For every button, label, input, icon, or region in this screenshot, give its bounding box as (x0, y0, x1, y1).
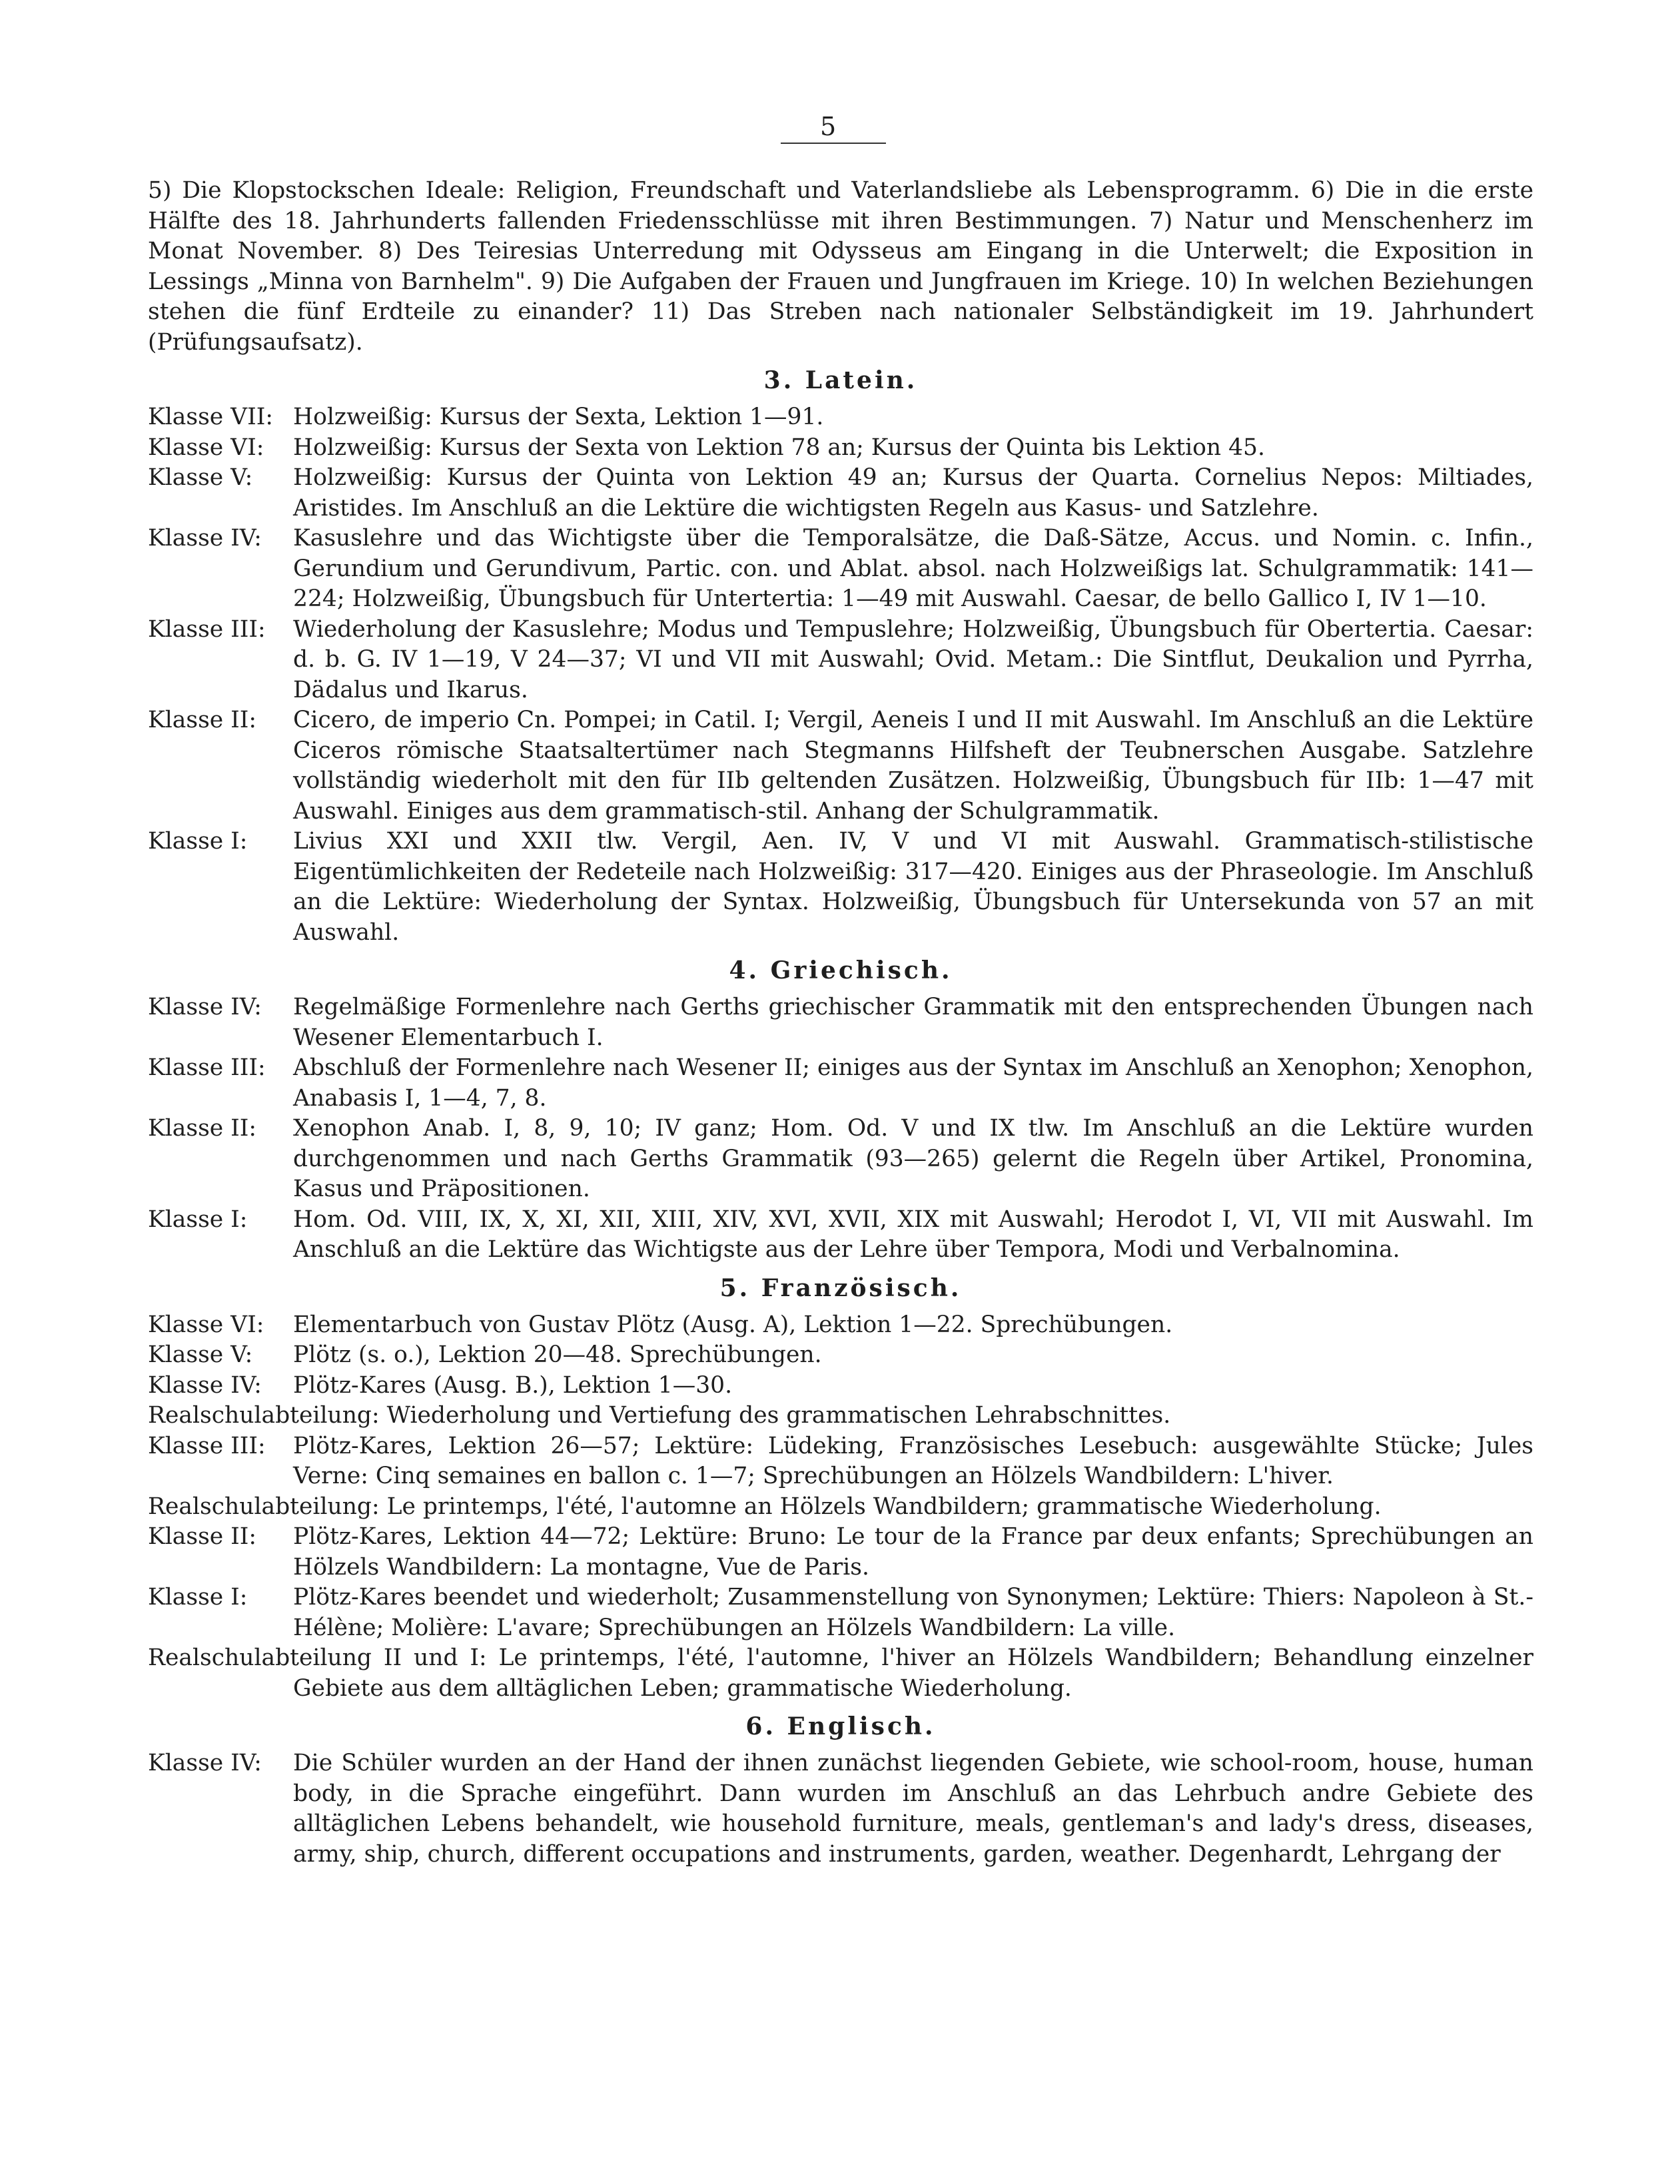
klasse-content: Kasuslehre und das Wichtigste über die Temporalsätze, die Daß-Sätze, Accus. und Nomin. c. Infin., Gerundium und Gerundivum, Partic. con. und Ablat. absol. nach Holzweißigs lat. Schulgrammatik: 141—224; Holzweißig, Übungsbuch für Untertertia: 1—49 mit Auswahl. Caesar, de bello Gallico I, IV 1—10. (293, 525, 1533, 612)
franzoesisch-entry (148, 1310, 1533, 1341)
latein-entry (148, 615, 1533, 706)
klasse-label: Klasse IV: (148, 1371, 262, 1399)
klasse-label: Klasse VI: (148, 1311, 264, 1338)
klasse-content: Plötz (s. o.), Lektion 20—48. Sprechübungen. (293, 1341, 822, 1368)
klasse-label: Klasse III: (148, 1432, 266, 1459)
klasse-content: Hom. Od. VIII, IX, X, XI, XII, XIII, XIV, XVI, XVII, XIX mit Auswahl; Herodot I, VI, VII mit Auswahl. Im Anschluß an die Lektüre das Wichtigste aus der Lehre über Tempora, Modi und Verbalnomina. (293, 1206, 1533, 1263)
griechisch-entry (148, 992, 1533, 1053)
franzoesisch-entry (148, 1340, 1533, 1371)
klasse-label: Klasse II: (148, 1523, 257, 1550)
page-number-rule (781, 143, 886, 144)
klasse-label: Klasse V: (148, 464, 253, 491)
latein-entry (148, 433, 1533, 464)
klasse-label: Klasse III: (148, 1054, 266, 1081)
klasse-content: Plötz-Kares beendet und wiederholt; Zusammenstellung von Synonymen; Lektüre: Thiers: Napoleon à St.-Hélène; Molière: L'avare; Sprechübungen an Hölzels Wandbildern: La ville. (293, 1584, 1533, 1641)
franzoesisch-entry (148, 1583, 1533, 1643)
klasse-label: Klasse VI: (148, 434, 264, 461)
section-heading-englisch: 6. Englisch. (745, 1712, 936, 1740)
latein-entry (148, 524, 1533, 615)
latein-entry (148, 402, 1533, 433)
page-number: 5 (820, 112, 837, 141)
klasse-content: Holzweißig: Kursus der Sexta von Lektion 78 an; Kursus der Quinta bis Lektion 45. (293, 434, 1265, 461)
franzoesisch-entry (148, 1522, 1533, 1583)
realschul-entry: Realschulabteilung: Wiederholung und Vertiefung des grammatischen Lehrabschnittes. (148, 1402, 1171, 1429)
klasse-content: Wiederholung der Kasuslehre; Modus und Tempuslehre; Holzweißig, Übungsbuch für Obertertia. Caesar: d. b. G. IV 1—19, V 24—37; VI und VII mit Auswahl; Ovid. Metam.: Die Sintflut, Deukalion und Pyrrha, Dädalus und Ikarus. (293, 615, 1533, 703)
latein-entry (148, 705, 1533, 827)
klasse-label: Klasse IV: (148, 994, 262, 1020)
griechisch-entry (148, 1053, 1533, 1114)
klasse-content: Xenophon Anab. I, 8, 9, 10; IV ganz; Hom. Od. V und IX tlw. Im Anschluß an die Lektüre wurden durchgenommen und nach Gerths Grammatik (93—265) gelernt die Regeln über Artikel, Pronomina, Kasus und Präpositionen. (293, 1115, 1533, 1202)
realschul-entry: Realschulabteilung II und I: Le printemps, l'été, l'automne, l'hiver an Hölzels Wandbildern; Behandlung einzelner Gebiete aus dem alltäglichen Leben; grammatische Wiederholung. (148, 1644, 1533, 1702)
klasse-content: Holzweißig: Kursus der Quinta von Lektion 49 an; Kursus der Quarta. Cornelius Nepos: Miltiades, Aristides. Im Anschluß an die Lektüre die wichtigsten Regeln aus Kasus- und Satzlehre. (293, 464, 1533, 522)
page-body (148, 176, 1533, 1870)
klasse-label: Klasse I: (148, 1206, 248, 1233)
klasse-label: Klasse I: (148, 1584, 248, 1611)
section-heading-latein: 3. Latein. (763, 366, 918, 394)
intro-paragraph: 5) Die Klopstockschen Ideale: Religion, Freundschaft und Vaterlandsliebe als Lebensprogramm. 6) Die in die erste Hälfte des 18. Jahrhunderts fallenden Friedensschlüsse mit ihren Bestimmungen. 7) Natur und Menschenherz im Monat November. 8) Des Teiresias Unterredung mit Odysseus am Eingang in die Unterwelt; die Exposition in Lessings „Minna von Barnhelm". 9) Die Aufgaben der Frauen und Jungfrauen im Kriege. 10) In welchen Beziehungen stehen die fünf Erdteile zu einander? 11) Das Streben nach nationaler Selbständigkeit im 19. Jahrhundert (Prüfungsaufsatz). (148, 177, 1533, 356)
section-heading-griechisch: 4. Griechisch. (729, 956, 953, 984)
englisch-entry (148, 1748, 1533, 1870)
franzoesisch-entry (148, 1431, 1533, 1492)
griechisch-entry (148, 1205, 1533, 1266)
klasse-label: Klasse I: (148, 828, 248, 855)
griechisch-entry (148, 1114, 1533, 1205)
section-heading-franzoesisch: 5. Französisch. (719, 1274, 962, 1302)
klasse-content: Elementarbuch von Gustav Plötz (Ausg. A), Lektion 1—22. Sprechübungen. (293, 1311, 1173, 1338)
klasse-content: Livius XXI und XXII tlw. Vergil, Aen. IV, V und VI mit Auswahl. Grammatisch-stilistische Eigentümlichkeiten der Redeteile nach Holzweißig: 317—420. Einiges aus der Phraseologie. Im Anschluß an die Lektüre: Wiederholung der Syntax. Holzweißig, Übungsbuch für Untersekunda von 57 an mit Auswahl. (293, 828, 1533, 946)
latein-entry (148, 463, 1533, 524)
realschul-entry: Realschulabteilung: Le printemps, l'été, l'automne an Hölzels Wandbildern; grammatische Wiederholung. (148, 1493, 1382, 1520)
klasse-content: Regelmäßige Formenlehre nach Gerths griechischer Grammatik mit den entsprechenden Übungen nach Wesener Elementarbuch I. (293, 994, 1533, 1051)
klasse-label: Klasse V: (148, 1341, 253, 1368)
latein-entry (148, 827, 1533, 948)
klasse-label: Klasse IV: (148, 1750, 262, 1776)
klasse-label: Klasse II: (148, 707, 257, 733)
klasse-label: Klasse III: (148, 615, 266, 643)
klasse-content: Plötz-Kares, Lektion 26—57; Lektüre: Lüdeking, Französisches Lesebuch: ausgewählte Stücke; Jules Verne: Cinq semaines en ballon c. 1—7; Sprechübungen an Hölzels Wandbildern: L'hiver. (293, 1432, 1533, 1489)
klasse-content: Plötz-Kares, Lektion 44—72; Lektüre: Bruno: Le tour de la France par deux enfants; Sprechübungen an Hölzels Wandbildern: La montagne, Vue de Paris. (293, 1523, 1533, 1581)
klasse-content: Cicero, de imperio Cn. Pompei; in Catil. I; Vergil, Aeneis I und II mit Auswahl. Im Anschluß an die Lektüre Ciceros römische Staatsaltertümer nach Stegmanns Hilfsheft der Teubnerschen Ausgabe. Satzlehre vollständig wiederholt mit den für IIb geltenden Zusätzen. Holzweißig, Übungsbuch für IIb: 1—47 mit Auswahl. Einiges aus dem grammatisch-stil. Anhang der Schulgrammatik. (293, 707, 1533, 825)
klasse-content: Holzweißig: Kursus der Sexta, Lektion 1—91. (293, 404, 824, 430)
franzoesisch-entry (148, 1371, 1533, 1401)
klasse-label: Klasse IV: (148, 525, 262, 551)
klasse-content: Plötz-Kares (Ausg. B.), Lektion 1—30. (293, 1371, 733, 1399)
klasse-label: Klasse VII: (148, 404, 273, 430)
klasse-label: Klasse II: (148, 1115, 257, 1142)
klasse-content: Die Schüler wurden an der Hand der ihnen zunächst liegenden Gebiete, wie school-room, house, human body, in die Sprache eingeführt. Dann wurden im Anschluß an das Lehrbuch andre Gebiete des alltäglichen Lebens behandelt, wie household furniture, meals, gentleman's and lady's dress, diseases, army, ship, church, different occupations and instruments, garden, weather. Degenhardt, Lehrgang der (293, 1750, 1533, 1868)
klasse-content: Abschluß der Formenlehre nach Wesener II; einiges aus der Syntax im Anschluß an Xenophon; Xenophon, Anabasis I, 1—4, 7, 8. (293, 1054, 1533, 1112)
